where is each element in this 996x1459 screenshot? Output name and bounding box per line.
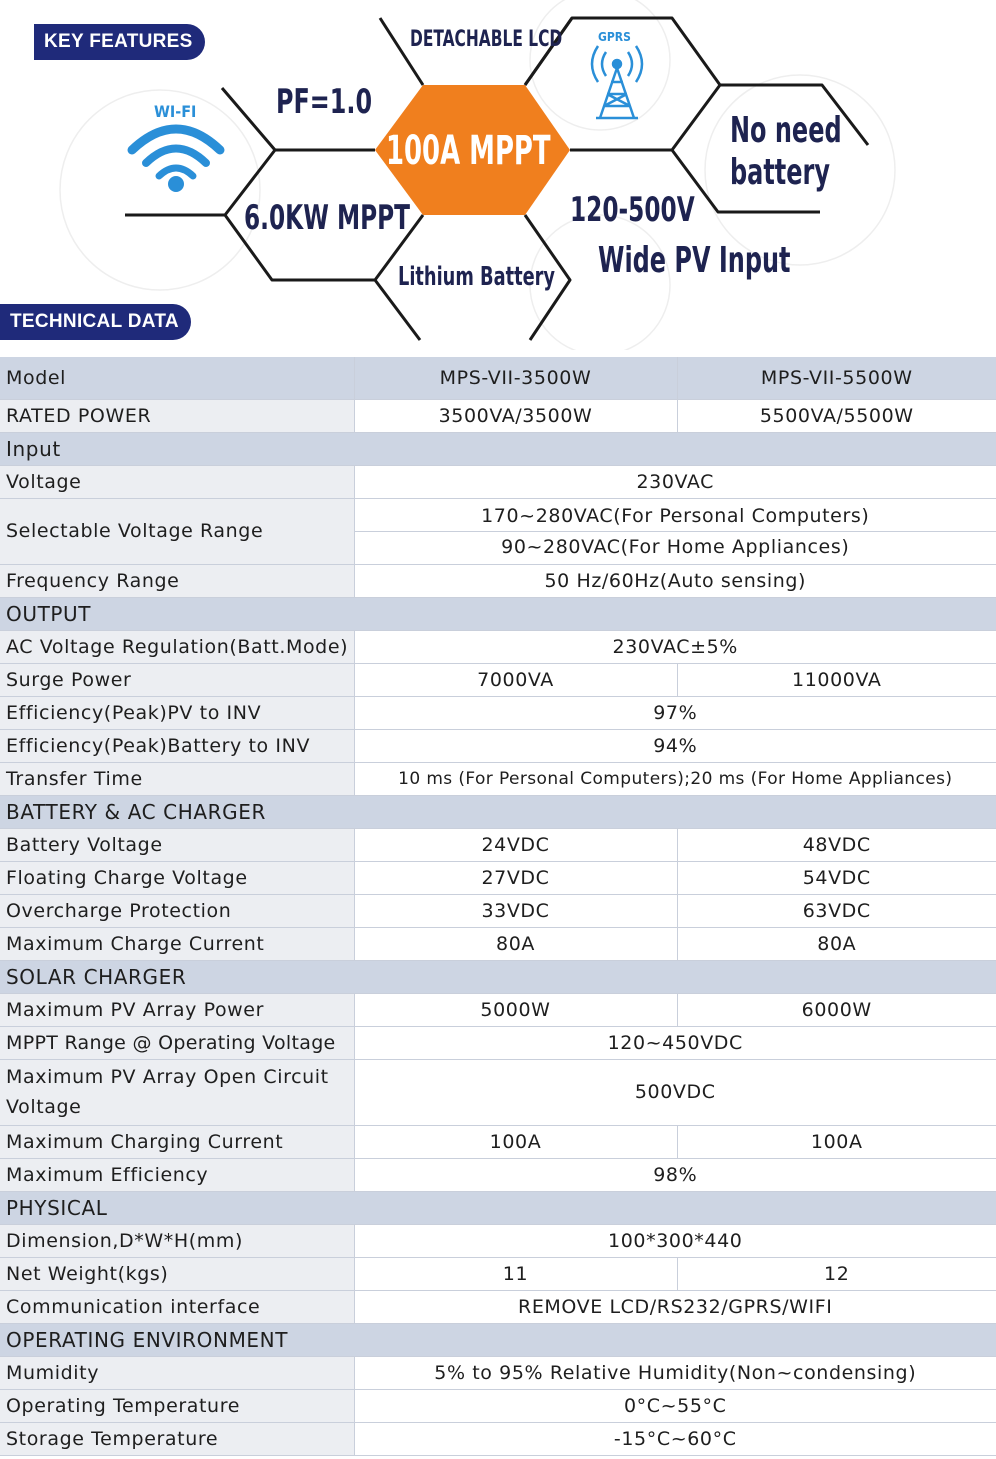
table-row bbox=[0, 1224, 996, 1257]
table-row bbox=[0, 1389, 996, 1422]
table-row bbox=[0, 729, 996, 762]
cell-value: 80A bbox=[677, 927, 996, 960]
table-row bbox=[0, 1356, 996, 1389]
cell-value: 11 bbox=[354, 1257, 677, 1290]
table-row bbox=[0, 861, 996, 894]
feature-wide-pv-input: Wide PV Input bbox=[598, 240, 791, 281]
feature-lithium-battery: Lithium Battery bbox=[398, 262, 555, 292]
cell-value: 7000VA bbox=[354, 663, 677, 696]
row-label: Maximum Charge Current bbox=[0, 927, 354, 960]
table-row bbox=[0, 993, 996, 1026]
cell-value: 24VDC bbox=[354, 828, 677, 861]
row-label: Operating Temperature bbox=[0, 1389, 354, 1422]
table-row bbox=[0, 630, 996, 663]
row-label: Efficiency(Peak)Battery to INV bbox=[0, 729, 354, 762]
row-label: Voltage bbox=[0, 465, 354, 498]
row-label: Dimension,D*W*H(mm) bbox=[0, 1224, 354, 1257]
table-row bbox=[0, 1422, 996, 1455]
table-row bbox=[0, 1158, 996, 1191]
row-label: Maximum Charging Current bbox=[0, 1125, 354, 1158]
row-label: Transfer Time bbox=[0, 762, 354, 795]
section-title: SOLAR CHARGER bbox=[0, 960, 996, 993]
section-title: OPERATING ENVIRONMENT bbox=[0, 1323, 996, 1356]
cell-value: 120~450VDC bbox=[354, 1026, 996, 1059]
cell-value: REMOVE LCD/RS232/GPRS/WIFI bbox=[354, 1290, 996, 1323]
feature-100a-mppt: 100A MPPT bbox=[386, 128, 551, 174]
table-row bbox=[0, 894, 996, 927]
row-label: Storage Temperature bbox=[0, 1422, 354, 1455]
cell-value: 98% bbox=[354, 1158, 996, 1191]
feature-pv-range: 120-500V bbox=[570, 190, 695, 230]
cell-value: 27VDC bbox=[354, 861, 677, 894]
cell-value: 100A bbox=[354, 1125, 677, 1158]
row-label: Overcharge Protection bbox=[0, 894, 354, 927]
technical-data-badge bbox=[0, 304, 191, 340]
feature-no-need: No need bbox=[730, 110, 842, 151]
feature-pf: PF=1.0 bbox=[276, 82, 373, 122]
cell-value: 230VAC±5% bbox=[354, 630, 996, 663]
row-label: AC Voltage Regulation(Batt.Mode) bbox=[0, 630, 354, 663]
cell-value: 5500VA/5500W bbox=[677, 399, 996, 432]
cell-value: 10 ms (For Personal Computers);20 ms (For Home Appliances) bbox=[354, 762, 996, 795]
row-label: Surge Power bbox=[0, 663, 354, 696]
cell-value: 3500VA/3500W bbox=[354, 399, 677, 432]
row-label: Maximum PV Array Power bbox=[0, 993, 354, 1026]
row-label: Net Weight(kgs) bbox=[0, 1257, 354, 1290]
section-title: PHYSICAL bbox=[0, 1191, 996, 1224]
row-label: Battery Voltage bbox=[0, 828, 354, 861]
cell-value: 80A bbox=[354, 927, 677, 960]
table-row bbox=[0, 465, 996, 498]
cell-value: 97% bbox=[354, 696, 996, 729]
cell-value: 5% to 95% Relative Humidity(Non~condensing) bbox=[354, 1356, 996, 1389]
table-row bbox=[0, 564, 996, 597]
cell-value-stack bbox=[354, 498, 996, 564]
cell-value: 100A bbox=[677, 1125, 996, 1158]
cell-value: 100*300*440 bbox=[354, 1224, 996, 1257]
row-label: Maximum Efficiency bbox=[0, 1158, 354, 1191]
table-row bbox=[0, 696, 996, 729]
key-features-label: KEY FEATURES bbox=[44, 31, 193, 52]
cell-value: 63VDC bbox=[677, 894, 996, 927]
section-header-environment bbox=[0, 1323, 996, 1356]
section-header-battery bbox=[0, 795, 996, 828]
table-header-row bbox=[0, 357, 996, 399]
cell-value: 5000W bbox=[354, 993, 677, 1026]
cell-value: 0°C~55°C bbox=[354, 1389, 996, 1422]
cell-value: 33VDC bbox=[354, 894, 677, 927]
cell-value: 94% bbox=[354, 729, 996, 762]
cell-value: 11000VA bbox=[677, 663, 996, 696]
cell-value: 90~280VAC(For Home Appliances) bbox=[501, 535, 850, 558]
section-header-input bbox=[0, 432, 996, 465]
gprs-tower-icon bbox=[592, 46, 642, 118]
section-header-output bbox=[0, 597, 996, 630]
cell-value: 54VDC bbox=[677, 861, 996, 894]
section-header-physical bbox=[0, 1191, 996, 1224]
cell-value: 48VDC bbox=[677, 828, 996, 861]
cell-value: 170~280VAC(For Personal Computers) bbox=[355, 501, 996, 532]
row-label: Efficiency(Peak)PV to INV bbox=[0, 696, 354, 729]
row-label: Floating Charge Voltage bbox=[0, 861, 354, 894]
model-col1: MPS-VII-3500W bbox=[354, 357, 677, 399]
cell-value: 50 Hz/60Hz(Auto sensing) bbox=[354, 564, 996, 597]
table-row bbox=[0, 1290, 996, 1323]
table-row bbox=[0, 1059, 996, 1125]
section-header-solar bbox=[0, 960, 996, 993]
table-row bbox=[0, 927, 996, 960]
row-label: Model bbox=[0, 357, 354, 399]
table-row bbox=[0, 762, 996, 795]
key-features-graphic bbox=[0, 0, 996, 350]
section-title: Input bbox=[0, 432, 996, 465]
cell-value: 12 bbox=[677, 1257, 996, 1290]
table-row bbox=[0, 399, 996, 432]
technical-data-table bbox=[0, 357, 996, 1456]
wifi-label: WI-FI bbox=[154, 102, 197, 121]
table-row bbox=[0, 498, 996, 564]
cell-value: 230VAC bbox=[354, 465, 996, 498]
section-title: OUTPUT bbox=[0, 597, 996, 630]
table-row bbox=[0, 663, 996, 696]
feature-6kw-mppt: 6.0KW MPPT bbox=[244, 198, 411, 238]
wifi-icon bbox=[132, 129, 220, 192]
table-row bbox=[0, 1125, 996, 1158]
feature-detachable-lcd: DETACHABLE LCD bbox=[410, 27, 563, 52]
row-label: Frequency Range bbox=[0, 564, 354, 597]
gprs-label: GPRS bbox=[598, 30, 631, 44]
row-label: RATED POWER bbox=[0, 399, 354, 432]
row-label: Selectable Voltage Range bbox=[0, 498, 354, 564]
key-features-badge bbox=[34, 24, 205, 60]
table-row bbox=[0, 828, 996, 861]
table-row bbox=[0, 1026, 996, 1059]
model-col2: MPS-VII-5500W bbox=[677, 357, 996, 399]
cell-value: 500VDC bbox=[354, 1059, 996, 1125]
cell-value: -15°C~60°C bbox=[354, 1422, 996, 1455]
section-title: BATTERY & AC CHARGER bbox=[0, 795, 996, 828]
row-label: Mumidity bbox=[0, 1356, 354, 1389]
row-label: MPPT Range @ Operating Voltage bbox=[0, 1026, 354, 1059]
row-label: Maximum PV Array Open Circuit Voltage bbox=[0, 1059, 354, 1125]
table-row bbox=[0, 1257, 996, 1290]
feature-battery: battery bbox=[730, 152, 830, 193]
row-label: Communication interface bbox=[0, 1290, 354, 1323]
technical-data-label: TECHNICAL DATA bbox=[10, 311, 179, 332]
cell-value: 6000W bbox=[677, 993, 996, 1026]
